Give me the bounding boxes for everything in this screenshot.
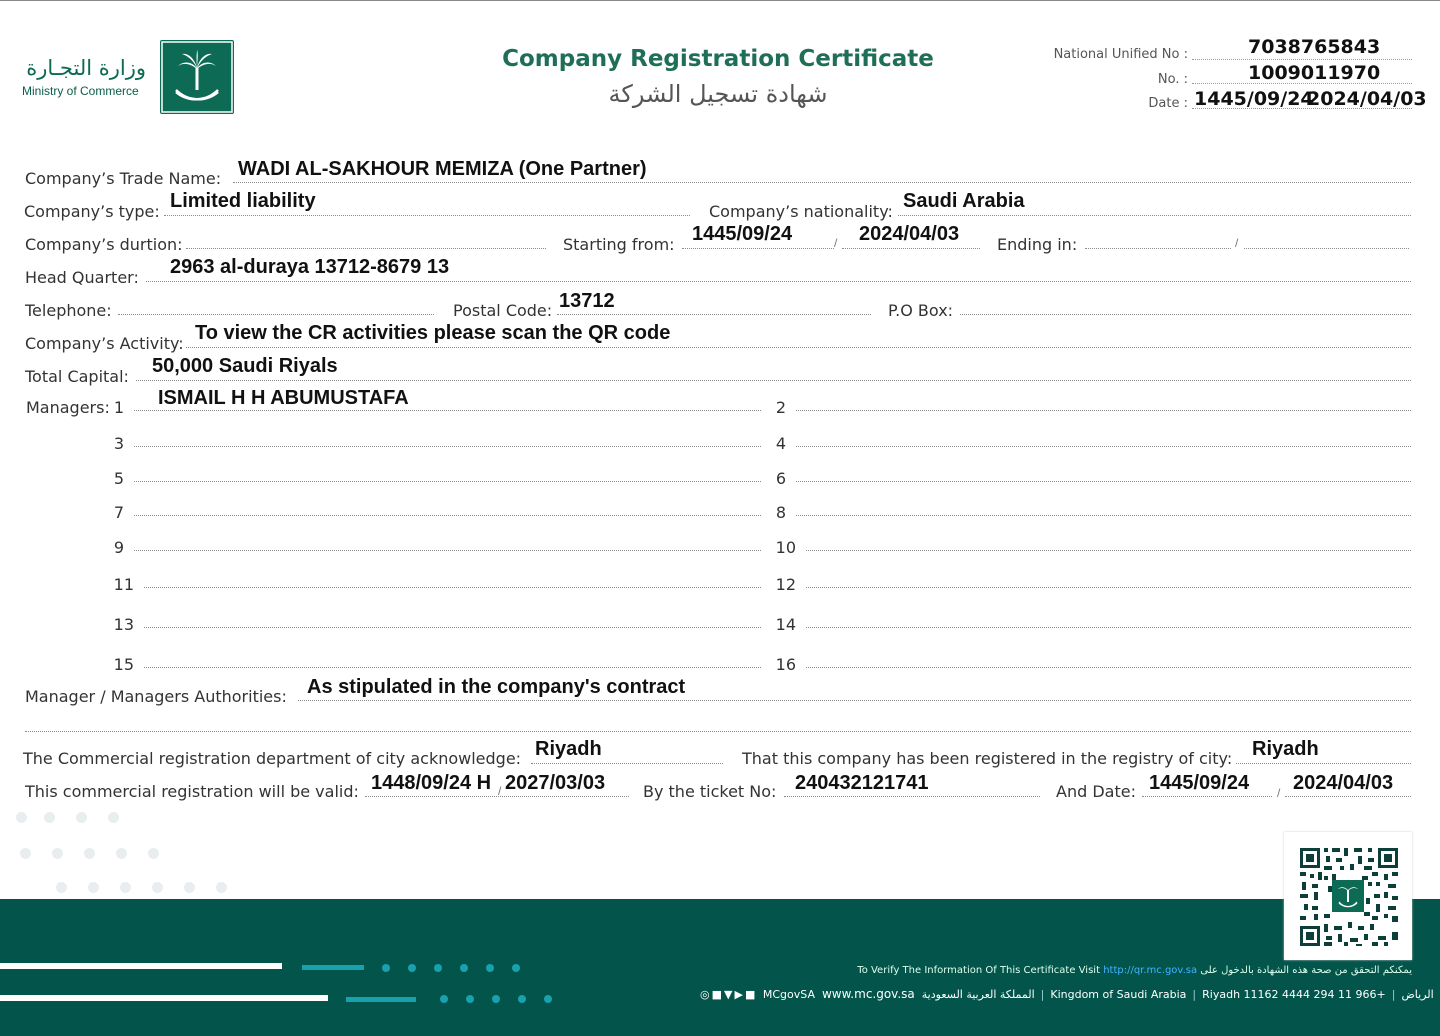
contact-line: ◎■▼▶■ MCgovSA www.mc.gov.sa المملكة العربية السعودية | Kingdom of Saudi Arabia | Riyadh 11162 الرياض|+966 11 294 4444 bbox=[700, 987, 1434, 1001]
trade-name-line bbox=[233, 182, 1411, 183]
manager-line bbox=[144, 667, 761, 668]
linkedin-icon[interactable]: ■ bbox=[744, 988, 758, 1001]
ending-in-label: Ending in: bbox=[997, 235, 1078, 254]
palm-swords-emblem-icon bbox=[160, 40, 234, 114]
manager-line bbox=[134, 515, 761, 516]
city-arabic: الرياض bbox=[1401, 988, 1434, 1001]
starting-from-label: Starting from: bbox=[563, 235, 675, 254]
verify-text-ar: يمكنكم التحقق من صحة هذه الشهادة بالدخول على bbox=[1200, 965, 1412, 976]
nationality-line bbox=[898, 215, 1411, 216]
ministry-name-english: Ministry of Commerce bbox=[22, 84, 139, 98]
manager-number: 12 bbox=[775, 575, 796, 594]
valid-label: This commercial registration will be valid: bbox=[25, 782, 359, 801]
twitter-icon[interactable]: ▼ bbox=[724, 988, 735, 1001]
national-unified-value: 7038765843 bbox=[1248, 36, 1381, 58]
footer-dot bbox=[408, 964, 416, 972]
authorities-line-2 bbox=[25, 731, 1411, 732]
manager-line bbox=[796, 410, 1411, 411]
po-box-line bbox=[960, 314, 1411, 315]
authorities-label: Manager / Managers Authorities: bbox=[25, 687, 287, 706]
head-quarter-value: 2963 al-duraya 13712-8679 13 bbox=[170, 256, 450, 278]
end-date-separator: / bbox=[1235, 236, 1239, 250]
decorative-dot bbox=[108, 812, 119, 823]
date-label: Date : bbox=[1148, 96, 1188, 111]
cr-number-value: 1009011970 bbox=[1248, 62, 1381, 84]
valid-gregorian-value: 2027/03/03 bbox=[505, 772, 606, 794]
city-postal: Riyadh 11162 bbox=[1202, 988, 1279, 1001]
start-gregorian-line bbox=[842, 248, 980, 249]
facebook-icon[interactable]: ■ bbox=[711, 988, 725, 1001]
start-hijri-value: 1445/09/24 bbox=[692, 223, 793, 245]
and-date-hijri-value: 1445/09/24 bbox=[1149, 772, 1250, 794]
phone-number: +966 11 294 4444 bbox=[1282, 988, 1386, 1001]
managers-label: Managers: bbox=[26, 398, 110, 417]
manager-number: 8 bbox=[775, 503, 786, 522]
manager-number: 9 bbox=[113, 538, 124, 557]
social-handle: MCgovSA bbox=[762, 988, 815, 1001]
postal-code-line bbox=[557, 314, 871, 315]
telephone-line bbox=[118, 314, 434, 315]
manager-number: 3 bbox=[113, 434, 124, 453]
manager-number: 16 bbox=[775, 655, 796, 674]
footer-stripe bbox=[0, 963, 282, 969]
decorative-dot bbox=[148, 848, 159, 859]
manager-line bbox=[134, 410, 761, 411]
decorative-dot bbox=[76, 812, 87, 823]
registry-city-value: Riyadh bbox=[1252, 738, 1319, 760]
manager-line bbox=[796, 515, 1411, 516]
manager-number: 6 bbox=[775, 469, 786, 488]
valid-date-separator: / bbox=[498, 784, 502, 798]
footer-dot bbox=[466, 995, 474, 1003]
footer-dot bbox=[434, 964, 442, 972]
manager-number: 11 bbox=[113, 575, 134, 594]
manager-line bbox=[144, 627, 761, 628]
footer-dot bbox=[544, 995, 552, 1003]
head-quarter-label: Head Quarter: bbox=[25, 268, 139, 287]
activity-label: Company’s Activity: bbox=[25, 334, 184, 353]
youtube-icon[interactable]: ▶ bbox=[734, 988, 745, 1001]
decorative-dot bbox=[216, 882, 227, 893]
and-date-hijri-line bbox=[1142, 796, 1272, 797]
postal-code-value: 13712 bbox=[559, 290, 615, 312]
department-line bbox=[531, 763, 723, 764]
footer-dot bbox=[460, 964, 468, 972]
valid-line bbox=[365, 796, 629, 797]
certificate-title-arabic: شهادة تسجيل الشركة bbox=[608, 80, 828, 108]
manager-number: 2 bbox=[775, 398, 786, 417]
manager-1-value: ISMAIL H H ABUMUSTAFA bbox=[158, 387, 409, 409]
total-capital-label: Total Capital: bbox=[25, 367, 129, 386]
footer-dot bbox=[492, 995, 500, 1003]
manager-line bbox=[796, 481, 1411, 482]
website-link[interactable]: www.mc.gov.sa bbox=[821, 987, 915, 1001]
company-type-value: Limited liability bbox=[170, 190, 316, 212]
manager-number: 1 bbox=[113, 398, 124, 417]
manager-number: 13 bbox=[113, 615, 134, 634]
footer-stripe bbox=[0, 995, 328, 1001]
manager-line bbox=[806, 667, 1411, 668]
nationality-value: Saudi Arabia bbox=[903, 190, 1025, 212]
manager-number: 5 bbox=[113, 469, 124, 488]
decorative-dot bbox=[184, 882, 195, 893]
end-hijri-line bbox=[1085, 248, 1231, 249]
manager-number: 7 bbox=[113, 503, 124, 522]
date-hijri-value: 1445/09/24 bbox=[1194, 88, 1314, 110]
registry-label: That this company has been registered in the registry of city: bbox=[742, 749, 1233, 768]
decorative-dot bbox=[152, 882, 163, 893]
manager-line bbox=[806, 587, 1411, 588]
certificate-title: Company Registration Certificate bbox=[502, 46, 934, 72]
start-date-separator: / bbox=[834, 236, 838, 250]
duration-label: Company’s durtion: bbox=[25, 235, 183, 254]
footer-dot bbox=[382, 964, 390, 972]
nationality-label: Company’s nationality: bbox=[709, 202, 893, 221]
manager-line bbox=[134, 481, 761, 482]
qr-code[interactable] bbox=[1284, 832, 1412, 960]
decorative-dot bbox=[84, 848, 95, 859]
registry-line bbox=[1236, 763, 1411, 764]
social-icons bbox=[700, 988, 763, 1001]
manager-line bbox=[806, 550, 1411, 551]
total-capital-value: 50,000 Saudi Riyals bbox=[152, 355, 338, 377]
and-date-separator: / bbox=[1277, 786, 1281, 800]
footer-dot bbox=[440, 995, 448, 1003]
manager-line bbox=[134, 550, 761, 551]
footer-dot bbox=[512, 964, 520, 972]
activity-value: To view the CR activities please scan the QR code bbox=[195, 322, 671, 344]
decorative-dot bbox=[88, 882, 99, 893]
cr-number-label: No. : bbox=[1157, 72, 1188, 87]
department-label: The Commercial registration department of city acknowledge: bbox=[23, 749, 522, 768]
trade-name-label: Company’s Trade Name: bbox=[25, 169, 222, 188]
manager-number: 15 bbox=[113, 655, 134, 674]
verify-link[interactable]: http://qr.mc.gov.sa bbox=[1103, 965, 1198, 976]
start-hijri-line bbox=[682, 248, 834, 249]
and-date-gregorian-line bbox=[1285, 796, 1411, 797]
verify-line bbox=[700, 965, 1412, 976]
decorative-dot bbox=[16, 812, 27, 823]
telephone-label: Telephone: bbox=[25, 301, 112, 320]
trade-name-value: WADI AL-SAKHOUR MEMIZA (One Partner) bbox=[238, 158, 647, 180]
manager-number: 10 bbox=[775, 538, 796, 557]
and-date-label: And Date: bbox=[1056, 782, 1136, 801]
company-type-label: Company’s type: bbox=[24, 202, 160, 221]
authorities-line bbox=[298, 700, 1411, 701]
company-type-line bbox=[164, 215, 690, 216]
top-border bbox=[0, 0, 1440, 1]
manager-line bbox=[796, 446, 1411, 447]
manager-number: 14 bbox=[775, 615, 796, 634]
end-gregorian-line bbox=[1244, 248, 1409, 249]
kingdom-arabic: المملكة العربية السعودية bbox=[921, 988, 1035, 1001]
po-box-label: P.O Box: bbox=[888, 301, 954, 320]
national-unified-label: National Unified No : bbox=[1053, 47, 1188, 62]
footer-dot bbox=[518, 995, 526, 1003]
instagram-icon[interactable]: ◎ bbox=[700, 988, 712, 1001]
valid-hijri-value: 1448/09/24 H bbox=[371, 772, 492, 794]
kingdom-english: Kingdom of Saudi Arabia bbox=[1050, 988, 1187, 1001]
and-date-gregorian-value: 2024/04/03 bbox=[1293, 772, 1394, 794]
activity-line bbox=[186, 347, 1411, 348]
decorative-dot bbox=[20, 848, 31, 859]
duration-line bbox=[186, 248, 546, 249]
manager-line bbox=[134, 446, 761, 447]
decorative-dot bbox=[56, 882, 67, 893]
verify-text-en: To Verify The Information Of This Certificate Visit bbox=[857, 965, 1100, 976]
total-capital-line bbox=[136, 380, 1411, 381]
footer-stripe bbox=[302, 965, 364, 970]
date-gregorian-value: 2024/04/03 bbox=[1307, 88, 1427, 110]
postal-code-label: Postal Code: bbox=[453, 301, 553, 320]
manager-number: 4 bbox=[775, 434, 786, 453]
decorative-dot bbox=[52, 848, 63, 859]
head-quarter-line bbox=[146, 281, 1411, 282]
manager-line bbox=[806, 627, 1411, 628]
decorative-dot bbox=[120, 882, 131, 893]
decorative-dot bbox=[116, 848, 127, 859]
ministry-name-arabic: وزارة التجـارة bbox=[26, 56, 146, 80]
department-city-value: Riyadh bbox=[535, 738, 602, 760]
decorative-dot bbox=[44, 812, 55, 823]
ticket-number-value: 240432121741 bbox=[795, 772, 929, 794]
authorities-value: As stipulated in the company's contract bbox=[307, 676, 686, 698]
start-gregorian-value: 2024/04/03 bbox=[859, 223, 960, 245]
footer-stripe bbox=[346, 997, 416, 1002]
ticket-line bbox=[784, 796, 1040, 797]
footer-dot bbox=[486, 964, 494, 972]
national-unified-line bbox=[1192, 59, 1412, 60]
ticket-label: By the ticket No: bbox=[643, 782, 777, 801]
manager-line bbox=[144, 587, 761, 588]
